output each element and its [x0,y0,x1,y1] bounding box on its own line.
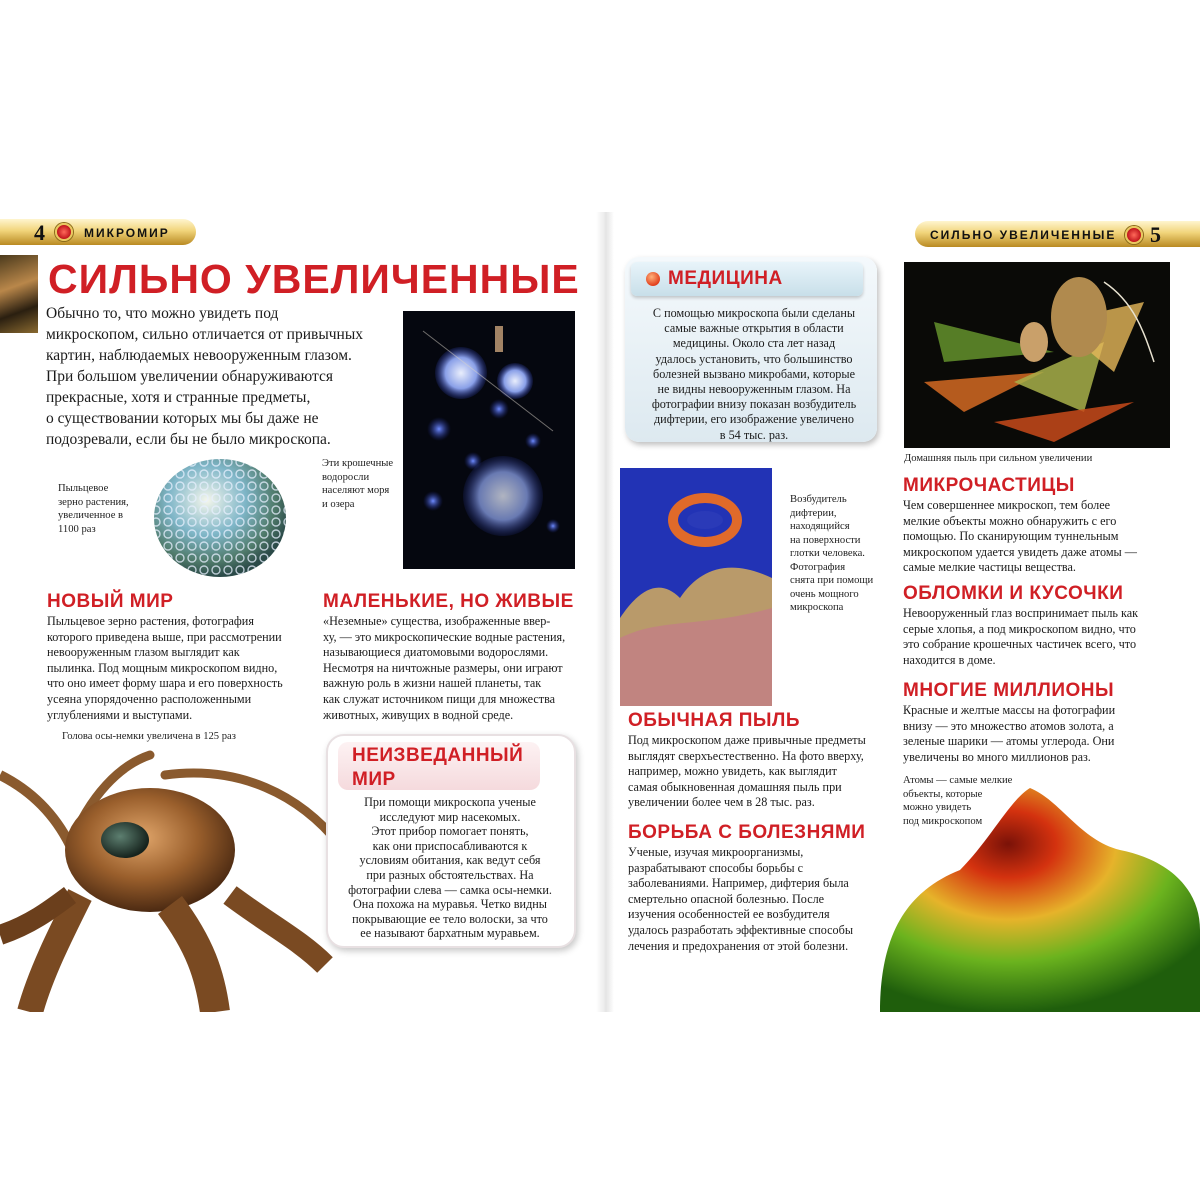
caption-line: под микроскопом [903,815,983,827]
text-line: животных, живущих в водной среде. [323,707,514,722]
caption-line: 1100 раз [58,523,96,535]
text-line: Красные и желтые массы на фотографии [903,703,1116,717]
velvet-ant-image [0,735,345,1012]
millions-text [903,703,1193,765]
text-line: углублениями и выступами. [47,707,193,722]
text-line: самые важные открытия в области [664,321,844,336]
text-line: ху, — это микроскопические водные растения, [323,629,566,644]
caption-line: микроскопа [790,602,844,613]
text-line: удалось установить, что большинство [655,351,853,366]
text-line: серые хлопья, а под микроскопом видно, что [903,621,1136,636]
text-line: заболеваниями. Например, дифтерия была [628,876,849,891]
text-line: фотографии внизу показан возбудитель [651,397,857,412]
diphtheria-image [620,468,772,706]
text-line: зеленые шарики — атомы углерода. Они [903,734,1115,749]
ant-caption: Голова осы-немки увеличена в 125 раз [62,731,236,742]
caption-line: на поверхности [790,534,861,546]
caption-line: Атомы — самые мелкие [903,775,1013,786]
bullet-dot-icon [646,272,660,286]
text-line: в 54 тыс. раз. [719,427,789,442]
unexplored-world-heading [352,744,523,792]
intro-line: При большом увеличении обнаруживаются [46,368,333,385]
heading-line: НЕИЗВЕДАННЫЙ [352,745,524,766]
microparticles-text [903,498,1193,576]
text-line: это собрание крошечных частичек всего, что [903,637,1137,652]
dust-thumbnail-image [0,255,38,333]
caption-line: Пыльцевое [58,483,109,494]
page-title: СИЛЬНО УВЕЛИЧЕННЫЕ [48,256,580,302]
millions-heading: МНОГИЕ МИЛЛИОНЫ [903,680,1115,701]
caption-line: водоросли [322,471,370,483]
text-line: мелкие объекты можно обнаружить с его [903,513,1117,528]
caption-line: объекты, которые [903,788,983,800]
text-line: дифтерии, его изображение увеличено [653,412,854,427]
text-line: удалось разработать эффективные способы [628,922,854,937]
text-line: Ученые, изучая микроорганизмы, [628,845,804,859]
text-line: при разных обстоятельствах. На [366,867,534,882]
text-line: помощью. По сканирующим туннельным [903,529,1119,544]
caption-line: очень мощного [790,588,859,600]
fragments-heading: ОБЛОМКИ И КУСОЧКИ [903,583,1124,604]
text-line: называющиеся диатомовыми водорослями. [323,645,549,660]
intro-line: микроскопом, сильно отличается от привычных [46,326,363,343]
text-line: фотографии слева — самка осы-немки. [348,882,552,897]
caption-line: глотки человека. [790,548,865,559]
text-line: изучения особенностей ее возбудителя [628,907,830,922]
caption-line: увеличенное в [58,510,124,521]
intro-line: подозревали, если бы не было микроскопа. [46,431,331,448]
text-line: покрывающие ее тело волоски, за что [352,911,548,926]
caption-line: зерно растения, [58,496,129,508]
caption-line: можно увидеть [903,802,972,813]
intro-line: прекрасные, хотя и странные предметы, [46,389,311,406]
heading-line: МИР [352,769,396,790]
left-section-label: МИКРОМИР [84,226,170,240]
small-alive-text [323,614,583,723]
compass-icon [1125,226,1143,244]
intro-line: Обычно то, что можно увидеть под [46,305,279,322]
text-line: Под микроскопом даже привычные предметы [628,733,866,747]
new-world-heading: НОВЫЙ МИР [47,591,174,612]
ordinary-dust-heading: ОБЫЧНАЯ ПЫЛЬ [628,710,801,731]
text-line: важную роль в жизни нашей планеты, так [323,676,542,691]
pollen-caption [58,482,148,536]
caption-line: Возбудитель [790,494,847,505]
intro-line: картин, наблюдаемых невооруженным глазом. [46,347,352,364]
text-line: как они приспосабливаются к [372,838,528,853]
pollen-grain-image [150,456,290,580]
text-line: При помощи микроскопа ученые [364,795,536,809]
text-line: «Неземные» существа, изображенные ввер- [323,614,551,628]
text-line: медицины. Около ста лет назад [672,336,836,351]
text-line: Невооруженный глаз воспринимает пыль как [903,606,1139,620]
text-line: усеяна упорядоченно расположенными [47,691,252,706]
text-line: Несмотря на ничтожные размеры, они играют [323,660,563,675]
text-line: исследуют мир насекомых. [379,809,521,824]
text-line: Чем совершеннее микроскоп, тем более [903,498,1111,512]
medicine-text [634,306,874,443]
caption-line: снята при помощи [790,575,874,586]
text-line: самая обыкновенная домашняя пыль при [628,779,842,794]
text-line: увеличении более чем в 28 тыс. раз. [628,795,815,810]
text-line: например, можно увидеть, как выглядит [628,764,837,779]
algae-caption [322,457,402,511]
caption-line: Фотография [790,561,846,573]
caption-line: дифтерии, [790,507,837,519]
diphtheria-caption [790,493,890,615]
gold-carbon-atoms-image [880,780,1200,1012]
fragments-text [903,606,1193,668]
unexplored-world-text [336,795,564,941]
fight-disease-text [628,845,898,954]
ordinary-dust-text [628,733,898,811]
text-line: разрабатывают способы борьбы с [628,860,804,875]
text-line: лечения и предохранения от этой болезни. [628,938,849,953]
text-line: С помощью микроскопа были сделаны [652,306,856,320]
text-line: микроскопом удается увидеть даже атомы — [903,544,1137,559]
text-line: увеличены во много миллионов раз. [903,749,1091,764]
book-gutter [596,212,614,1012]
text-line: внизу — это множество атомов золота, а [903,718,1114,733]
right-page-number: 5 [1150,222,1161,247]
text-line: выглядят сверхъестественно. На фото вверху, [628,748,864,763]
microparticles-heading: МИКРОЧАСТИЦЫ [903,475,1075,496]
text-line: смертельно опасной болезнью. После [628,891,825,906]
house-dust-image [904,262,1170,448]
text-line: находится в доме. [903,652,996,667]
fight-disease-heading: БОРЬБА С БОЛЕЗНЯМИ [628,822,866,843]
caption-line: населяют моря [322,485,390,496]
diatom-algae-image [403,311,575,569]
text-line: ее называют бархатным муравьем. [360,926,540,941]
text-line: самые мелкие частицы вещества. [903,560,1076,575]
caption-line: и озера [322,498,355,510]
dust-caption: Домашняя пыль при сильном увеличении [904,453,1093,464]
text-line: условиям обитания, как ведут себя [359,853,541,868]
small-alive-heading: МАЛЕНЬКИЕ, НО ЖИВЫЕ [323,591,574,612]
text-line: пылинка. Под мощным микроскопом видно, [47,660,278,675]
text-line: что оно имеет форму шара и его поверхность [47,676,283,691]
text-line: Этот прибор помогает понять, [371,824,529,839]
medicine-heading: МЕДИЦИНА [668,268,783,289]
text-line: как служат источником пищи для множества [323,691,556,706]
new-world-text [47,614,322,723]
text-line: которого приведена выше, при рассмотрении [47,629,282,644]
text-line: болезней вызвано микробами, которые [653,366,855,381]
text-line: Она похожа на муравья. Четко видны [353,897,547,912]
text-line: невооруженным глазом выглядит как [47,645,240,660]
text-line: Пыльцевое зерно растения, фотография [47,614,254,628]
text-line: не видны невооруженным глазом. На [657,382,851,397]
caption-line: находящийся [790,521,850,532]
left-page-number: 4 [34,220,45,245]
intro-line: о существовании которых мы бы даже не [46,410,319,427]
right-section-label: СИЛЬНО УВЕЛИЧЕННЫЕ [930,228,1117,242]
compass-icon [55,223,73,241]
intro-text [46,303,406,450]
caption-line: Эти крошечные [322,458,394,469]
